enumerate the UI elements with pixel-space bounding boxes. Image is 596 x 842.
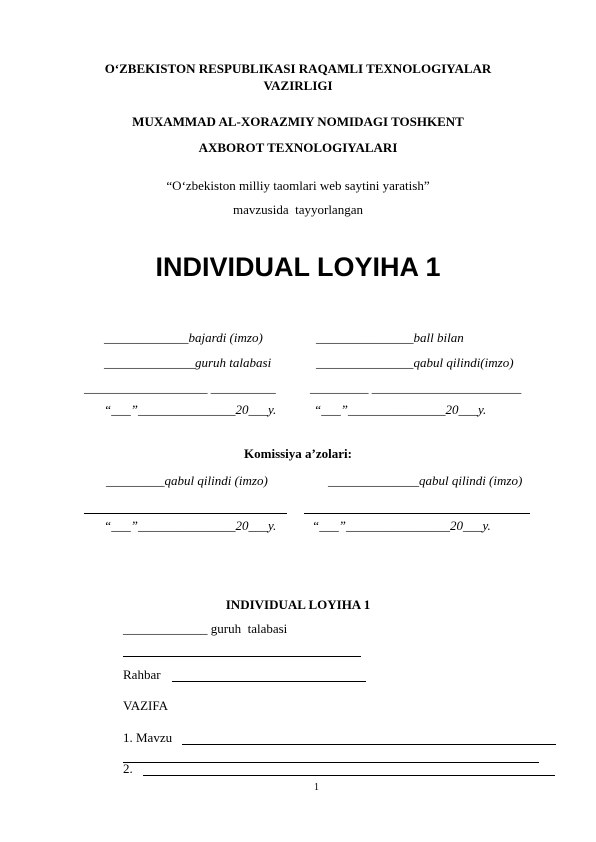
task-extra-line [123, 762, 539, 763]
task-title: INDIVIDUAL LOYIHA 1 [225, 597, 371, 612]
task-group: _____________ guruh talabasi [123, 621, 288, 636]
signature-qabul: _______________qabul qilindi(imzo) [316, 355, 514, 370]
task-item-2-line [143, 775, 555, 776]
commission-right: ______________qabul qilindi (imzo) [328, 473, 523, 488]
blank-line-left: ___________________ __________ [84, 380, 276, 395]
topic-sub: mavzusida tayyorlangan [233, 202, 363, 217]
commission-title: Komissiya a’zolari: [244, 446, 352, 461]
ministry-line-1: O‘ZBEKISTON RESPUBLIKASI RAQAMLI TEXNOLOGIYALAR [104, 61, 492, 76]
commission-blank-right [304, 513, 530, 514]
signature-bajardi: _____________bajardi (imzo) [104, 330, 263, 345]
task-vazifa: VAZIFA [123, 698, 169, 713]
main-title: INDIVIDUAL LOYIHA 1 [155, 252, 441, 282]
university-line-1: MUXAMMAD AL-XORAZMIY NOMIDAGI TOSHKENT [132, 114, 464, 129]
signature-ball: _______________ball bilan [316, 330, 464, 345]
ministry-line-2: VAZIRLIGI [263, 78, 333, 93]
date-right: “___”_______________20___y. [314, 402, 487, 417]
task-item-2: 2. [123, 761, 133, 776]
signature-guruh-talabasi: ______________guruh talabasi [104, 355, 272, 370]
rahbar-line [172, 681, 366, 682]
date-left: “___”_______________20___y. [104, 402, 277, 417]
page-number: 1 [314, 782, 319, 793]
commission-date-left: “___”_______________20___y. [104, 518, 277, 533]
commission-blank-left [84, 513, 287, 514]
task-item-1: 1. Mavzu [123, 730, 173, 745]
topic: “O‘zbekiston milliy taomlari web saytini yaratish” [166, 178, 430, 193]
blank-line-right: _________ _______________________ [310, 380, 522, 395]
task-blank-line [123, 656, 361, 657]
task-item-1-line [182, 744, 556, 745]
university-line-2: AXBOROT TEXNOLOGIYALARI [198, 140, 398, 155]
commission-left: _________qabul qilindi (imzo) [106, 473, 268, 488]
commission-date-right: “___”________________20___y. [312, 518, 491, 533]
rahbar-label: Rahbar [123, 667, 161, 682]
task-rahbar [123, 667, 161, 683]
